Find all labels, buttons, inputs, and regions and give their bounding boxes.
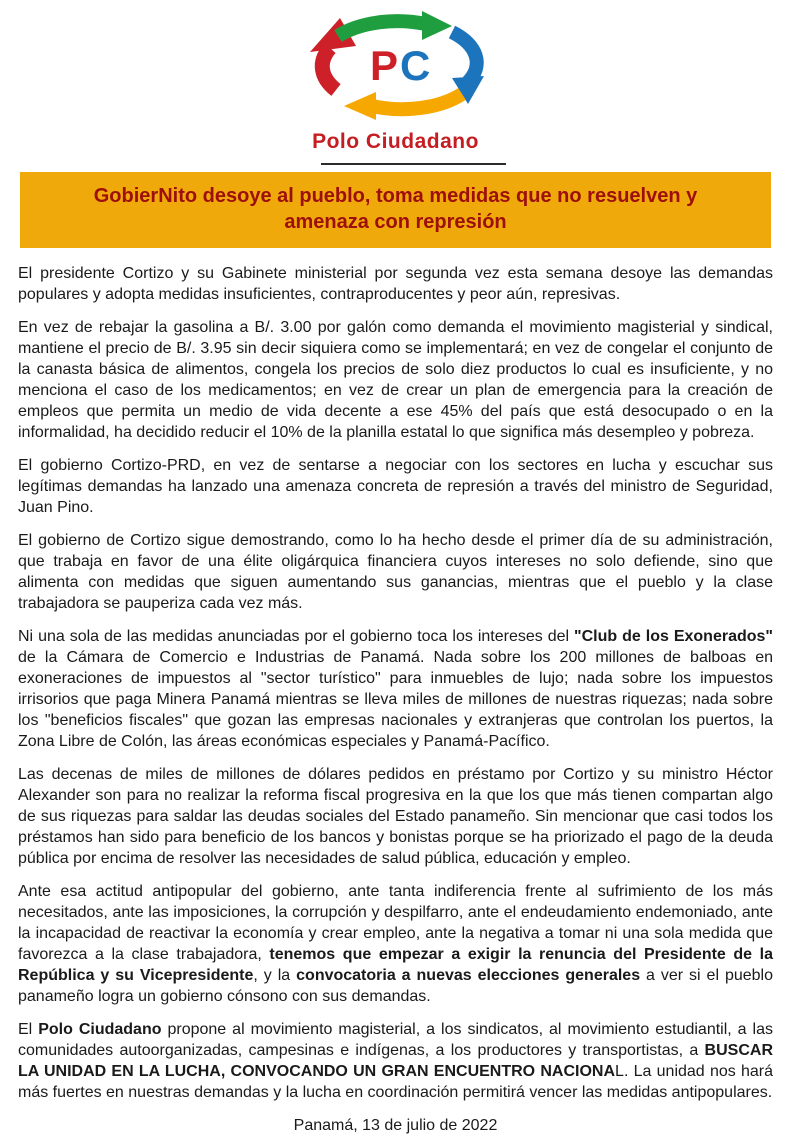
body-paragraph bbox=[18, 626, 773, 752]
paragraph-text: L. La unidad nos hará más fuertes en nuestras demandas y la lucha en coordinación permitirá vencer las medidas antipopulares. bbox=[18, 1063, 773, 1101]
document-body bbox=[0, 248, 791, 1103]
paragraph-text: El bbox=[18, 1021, 39, 1038]
date-line: Panamá, 13 de julio de 2022 bbox=[293, 1117, 498, 1134]
logo-underline-divider bbox=[321, 163, 506, 165]
paragraph-text: El gobierno de Cortizo sigue demostrando, como lo ha hecho desde el primer día de su administración, que trabaja en favor de una élite oligárquica financiera cuyos intereses no solo defiende, sino que alimenta con medidas que siguen aumentando sus ganancias, mientras que el pueblo y la clase trabajadora se pauperiza cada vez más. bbox=[18, 532, 773, 612]
emphasis-text: convocatoria a nuevas elecciones generales bbox=[296, 967, 641, 984]
paragraph-text: a ver si el pueblo panameño logra un gobierno cónsono con sus demandas. bbox=[18, 967, 773, 1005]
body-paragraph bbox=[18, 881, 773, 1007]
logo-wordmark: Polo Ciudadano bbox=[312, 130, 479, 153]
paragraph-text: Ante esa actitud antipopular del gobierno, ante tanta indiferencia frente al sufrimiento de los más necesitados, ante las imposiciones, la corrupción y despilfarro, ante el endeudamiento endemoniado, ante la incapacidad de reactivar la economía y crear empleo, ante la negativa a tomar ni una sola medida que favorezca a la clase trabajadora, bbox=[18, 883, 773, 963]
emphasis-text: BUSCAR LA UNIDAD EN LA LUCHA, CONVOCANDO UN GRAN ENCUENTRO NACIONA bbox=[18, 1042, 773, 1080]
body-paragraph bbox=[18, 455, 773, 518]
headline-line-1: GobierNito desoye al pueblo, toma medidas que no resuelven y bbox=[93, 185, 698, 207]
paragraph-text: propone al movimiento magisterial, a los sindicatos, al movimiento estudiantil, a las comunidades autoorganizadas, campesinas e indígenas, a los productores y transportistas, a bbox=[18, 1021, 774, 1059]
emphasis-text: Polo Ciudadano bbox=[38, 1021, 162, 1038]
logo-monogram-c: C bbox=[399, 42, 430, 89]
logo-monogram-p: P bbox=[369, 42, 398, 89]
body-paragraph bbox=[18, 317, 773, 443]
body-paragraph bbox=[18, 530, 773, 614]
paragraph-text: Ni una sola de las medidas anunciadas por el gobierno toca los intereses del bbox=[18, 628, 575, 645]
polo-ciudadano-cycle-logo-icon bbox=[276, 6, 516, 128]
emphasis-text: "Club de los Exonerados" bbox=[574, 628, 773, 645]
body-paragraph bbox=[18, 263, 773, 305]
body-paragraph bbox=[18, 764, 773, 869]
paragraph-text: El presidente Cortizo y su Gabinete ministerial por segunda vez esta semana desoye las demandas populares y adopta medidas insuficientes, contraproducentes y peor aún, represivas. bbox=[18, 265, 773, 303]
paragraph-text: El gobierno Cortizo-PRD, en vez de sentarse a negociar con los sectores en lucha y escuchar sus legítimas demandas ha lanzado una amenaza concreta de represión a través del ministro de Seguridad, Juan Pino. bbox=[18, 457, 773, 516]
headline-line-2: amenaza con represión bbox=[284, 211, 507, 233]
logo-block bbox=[0, 6, 791, 165]
paragraph-text: de la Cámara de Comercio e Industrias de Panamá. Nada sobre los 200 millones de balboas en exoneraciones de impuestos al "sector turístico" para inmuebles de lujo; nada sobre los impuestos irrisorios que paga Minera Panamá mientras se lleva miles de millones de nuestras riquezas; nada sobre los "beneficios fiscales" que gozan las empresas nacionales y extranjeras que controlan los puertos, la Zona Libre de Colón, las áreas económicas especiales y Panamá-Pacífico. bbox=[18, 649, 773, 750]
paragraph-text: En vez de rebajar la gasolina a B/. 3.00 por galón como demanda el movimiento magisterial y sindical, mantiene el precio de B/. 3.95 sin decir siquiera como se implementará; en vez de congelar el conjunto de la canasta básica de alimentos, congela los precios de solo diez productos lo cual es insuficiente, y no menciona el caso de los medicamentos; en vez de crear un plan de emergencia para la creación de empleos que permita un medio de vida decente a ese 45% del país que está desocupado o en la informalidad, ha decidido reducir el 10% de la planilla estatal lo que significa más desempleo y pobreza. bbox=[18, 319, 773, 441]
body-paragraph bbox=[18, 1019, 773, 1103]
headline-banner bbox=[20, 172, 771, 248]
emphasis-text: tenemos que empezar a exigir la renuncia del Presidente de la República y su Vicepresidente bbox=[18, 946, 774, 984]
paragraph-text: Las decenas de miles de millones de dólares pedidos en préstamo por Cortizo y su ministro Héctor Alexander son para no realizar la reforma fiscal progresiva en la que los que más tienen compartan algo de sus riquezas para saldar las deudas sociales del Estado panameño. Sin mencionar que casi todos los préstamos han sido para beneficio de los bancos y bonistas porque se ha priorizado el pago de la deuda pública por encima de resolver las necesidades de salud pública, educación y empleo. bbox=[18, 766, 773, 867]
paragraph-text: , y la bbox=[253, 967, 297, 984]
